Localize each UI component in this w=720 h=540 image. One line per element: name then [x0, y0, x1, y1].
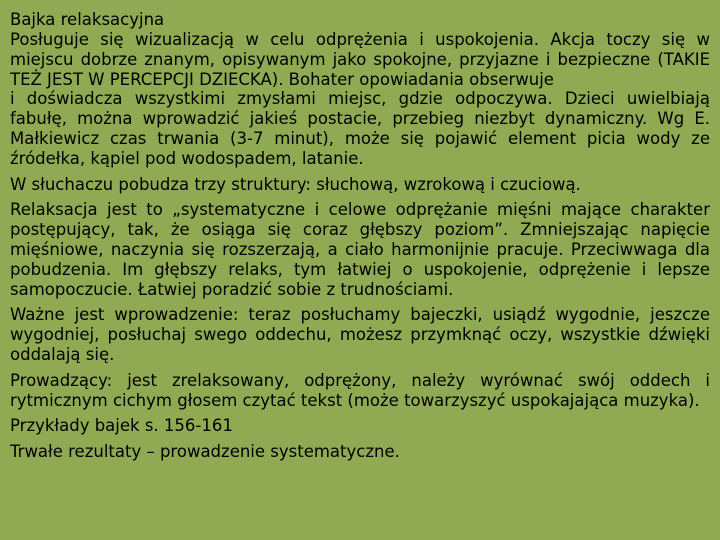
paragraph-senses: i doświadcza wszystkimi zmysłami miejsc, gdzie odpoczywa. Dzieci uwielbiają fabułę, można wprowadzić jakieś postacie, przebieg niezbyt dynamiczny. Wg E. Małkiewicz czas trwania (3-7 minut), może się pojawić element picia wody ze źródełka, kąpiel pod wodospadem, latanie. — [10, 89, 710, 168]
slide-title: Bajka relaksacyjna — [10, 10, 165, 29]
paragraph-examples: Przykłady bajek s. 156-161 — [10, 416, 233, 436]
paragraph-relaxation-definition: Relaksacja jest to „systematyczne i celowe odprężanie mięśni mające charakter postępujący, tak, że osiąga się coraz głębszy poziom”. Zmniejszając napięcie mięśniowe, naczynia się rozszerzają, a ciało harmonijnie pracuje. Przeciwwaga dla pobudzenia. Im głębszy relaks, tym łatwiej o uspokojenie, odprężenie i lepsze samopoczucie. Łatwiej poradzić sobie z trudnościami. — [10, 200, 710, 299]
paragraph-structures: W słuchaczu pobudza trzy struktury: słuchową, wzrokową i czuciową. — [10, 174, 581, 194]
paragraph-visualization: Posługuje się wizualizacją w celu odprężenia i uspokojenia. Akcja toczy się w miejscu dobrze znanym, opisywanym jako spokojne, przyjazne i bezpieczne (TAKIE TEŻ JEST W PERCEPCJI DZIECKA). Bohater opowiadania obserwuje — [10, 30, 710, 89]
paragraph-results: Trwałe rezultaty – prowadzenie systematyczne. — [10, 442, 400, 462]
paragraph-introduction: Ważne jest wprowadzenie: teraz posłuchamy bajeczki, usiądź wygodnie, jeszcze wygodniej, posłuchaj swego oddechu, możesz przymknąć oczy, wszystkie dźwięki oddalają się. — [10, 305, 710, 364]
paragraph-leader: Prowadzący: jest zrelaksowany, odprężony, należy wyrównać swój oddech i rytmicznym cichym głosem czytać tekst (może towarzyszyć uspokajająca muzyka). — [10, 370, 710, 410]
